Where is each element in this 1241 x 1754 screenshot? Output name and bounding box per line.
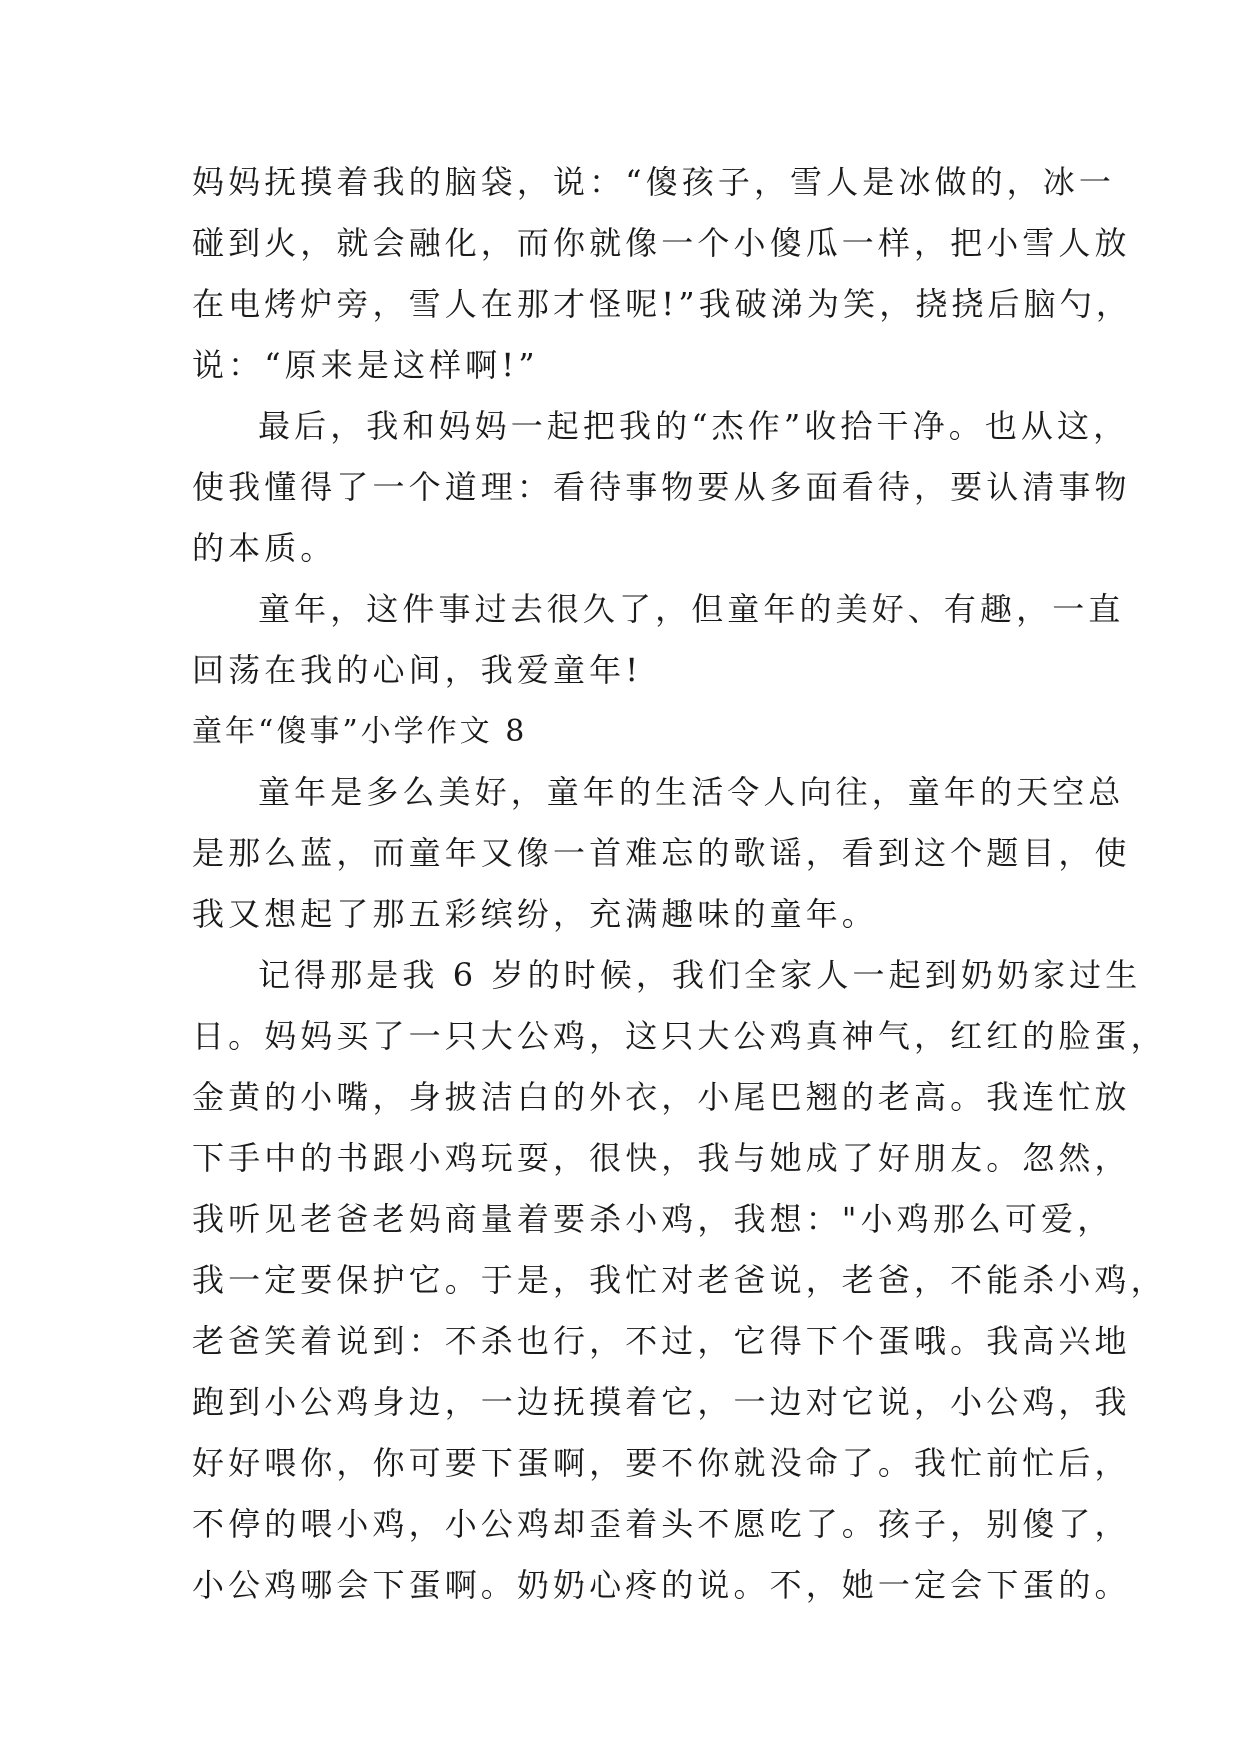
- paragraph-line: 不停的喂小鸡，小公鸡却歪着头不愿吃了。孩子，别傻了，: [192, 1505, 1131, 1543]
- paragraph-line: 妈妈抚摸着我的脑袋，说：“傻孩子，雪人是冰做的，冰一: [192, 163, 1115, 201]
- paragraph-line: 记得那是我 6 岁的时候，我们全家人一起到奶奶家过生: [258, 956, 1142, 994]
- paragraph-line: 好好喂你，你可要下蛋啊，要不你就没命了。我忙前忙后，: [192, 1444, 1131, 1482]
- paragraph-line: 童年，这件事过去很久了，但童年的美好、有趣，一直: [258, 590, 1125, 628]
- paragraph-line: 小公鸡哪会下蛋啊。奶奶心疼的说。不，她一定会下蛋的。: [192, 1566, 1131, 1604]
- paragraph-line: 是那么蓝，而童年又像一首难忘的歌谣，看到这个题目，使: [192, 834, 1131, 872]
- paragraph-line: 下手中的书跟小鸡玩耍，很快，我与她成了好朋友。忽然，: [192, 1139, 1131, 1177]
- paragraph-line: 金黄的小嘴，身披洁白的外衣，小尾巴翘的老高。我连忙放: [192, 1078, 1131, 1116]
- paragraph-line: 碰到火，就会融化，而你就像一个小傻瓜一样，把小雪人放: [192, 224, 1131, 262]
- document-body: [192, 152, 1167, 1616]
- paragraph-line: 跑到小公鸡身边，一边抚摸着它，一边对它说，小公鸡，我: [192, 1383, 1131, 1421]
- paragraph-line: 说：“原来是这样啊!”: [192, 346, 539, 384]
- paragraph-line: 最后，我和妈妈一起把我的“杰作”收拾干净。也从这，: [258, 407, 1130, 445]
- paragraph-line: 在电烤炉旁，雪人在那才怪呢!”我破涕为笑，挠挠后脑勺，: [192, 285, 1132, 323]
- paragraph-line: 老爸笑着说到：不杀也行，不过，它得下个蛋哦。我高兴地: [192, 1322, 1131, 1360]
- paragraph-line: 童年是多么美好，童年的生活令人向往，童年的天空总: [258, 773, 1125, 811]
- paragraph-line: 我听见老爸老妈商量着要杀小鸡，我想："小鸡那么可爱，: [192, 1200, 1114, 1238]
- paragraph-line: 我又想起了那五彩缤纷，充满趣味的童年。: [192, 895, 878, 933]
- paragraph-line: 日。妈妈买了一只大公鸡，这只大公鸡真神气，红红的脸蛋，: [192, 1017, 1167, 1055]
- paragraph-line: 的本质。: [192, 529, 337, 567]
- paragraph-line: 我一定要保护它。于是，我忙对老爸说，老爸，不能杀小鸡，: [192, 1261, 1167, 1299]
- paragraph-line: 回荡在我的心间，我爱童年!: [192, 651, 643, 689]
- paragraph-line: 使我懂得了一个道理：看待事物要从多面看待，要认清事物: [192, 468, 1131, 506]
- essay-heading: 童年“傻事”小学作文 8: [192, 714, 528, 749]
